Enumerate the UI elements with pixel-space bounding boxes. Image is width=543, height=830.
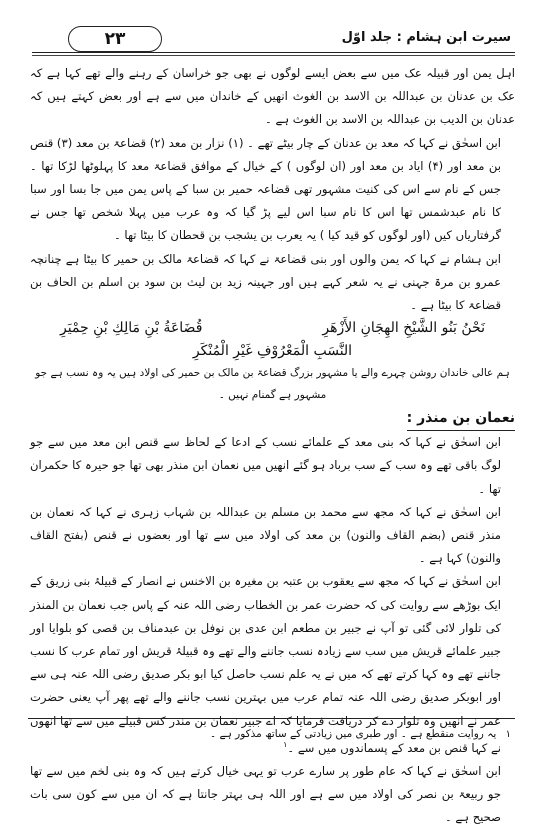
footnote xyxy=(32,724,511,745)
footnote-number: ۱ xyxy=(505,729,511,740)
main-text xyxy=(30,62,515,830)
header-rule xyxy=(32,52,515,53)
paragraph-4: ابن اسحٰق نے کہا کہ بنی معد کے علمائے نسب کے ادعا کے لحاظ سے قنص ابن معد میں سے جو لوگ باقی تھے وہ سب کے سب برباد ہو گئے انھیں میں نعمان ابن منذر بھی تھا جو حیرہ کا حکمران تھا ۔ xyxy=(30,435,501,496)
verse-translation: ہم عالی خاندان روشن چہرے والے یا مشہور بزرگ قضاعۃ بن مالک بن حمیر کی اولاد ہیں یہ وہ نسب ہے جو مشہور ہے گمنام نہیں ۔ xyxy=(35,367,510,402)
footnote-rule xyxy=(28,718,515,719)
paragraph-5-part-e: ) کہا ہے ۔ xyxy=(418,551,471,566)
paragraph-2: ابن اسحٰق نے کہا کہ معد بن عدنان کے چار بیٹے تھے ۔ (۱) نزار بن معد (۲) قضاعۃ بن معد (۳) قنص بن معد اور (۴) ایاد بن معد اور (ان لوگوں ) کے خیال کے موافق قضاعۃ معد کا پہلوٹھا لڑکا تھا ۔ جس کے نام سے اس کی کنیت مشہور تھی قضاعہ حمیر بن سبا کے پاس یمن میں جا بسا اور سبا کا نام عبدشمس تھا اس کا نام سبا اس لیے پڑ گیا کہ وہ عرب میں پہلا شخص تھا جس نے گرفتاریاں کیں (اور لوگوں کو قید کیا ) یہ یعرب بن یشجب بن قحطان کا بیٹا تھا ۔ xyxy=(30,135,501,243)
footnote-reference: ۱ xyxy=(283,739,288,749)
paragraph-3: ابن ہشام نے کہا کہ یمن والوں اور بنی قضاعۃ نے کہا کہ قضاعۃ مالک بن حمیر کا بیٹا ہے چنانچہ عمرو بن مرۃ جہنی نے یہ شعر کہے ہیں اور جہینہ زید بن لیث بن سود بن اسلم بن الحاف بن قضاعۃ کا بیٹا ہے ۔ xyxy=(30,251,501,313)
verse-hemistich-right: نَحْنُ بَنُو الشَّيْخِ الهِجَانِ الأَزْهَرِ xyxy=(322,320,485,337)
section-heading: نعمان بن منذر : xyxy=(407,406,515,431)
verse-line-2: النَّسَبِ الْمَعْرُوْفِ غَيْرِ الْمُنْكَرِ xyxy=(192,343,353,360)
paragraph-7: ابن اسحٰق نے کہا کہ عام طور پر سارے عرب تو یہی خیال کرتے ہیں کہ وہ بنی لخم میں سے تھا جو ربیعۃ بن نصر کی اولاد میں سے ہے اور اللہ ہی بہتر جانتا ہے کہ ان میں سے کون سی بات صحیح ہے ۔ xyxy=(30,763,501,825)
paragraph-5-arabic-b: بفتح القاف والنون xyxy=(30,528,501,566)
page-number-badge xyxy=(68,26,162,52)
footnote-text: یہ روایت منقطع ہے ۔ اور طبری میں زیادتی کے ساتھ مذکور ہے ۔ xyxy=(210,728,497,740)
paragraph-5-part-c: ) بن معد کی اولاد میں سے تھا اور بعضوں نے قنص ( xyxy=(83,528,351,543)
paragraph-5-arabic-a: بضم القاف والنون xyxy=(350,528,442,543)
header-rule-thin xyxy=(32,55,515,56)
running-title: سیرت ابن ہشام : جلد اوّل xyxy=(341,30,511,45)
paragraph-1: اہل یمن اور قبیلہ عک میں سے بعض ایسے لوگوں نے بھی جو خراسان کے رہنے والے تھے کہا ہے کہ عک بن عدنان بن عبداللہ بن الاسد بن الغوث انھیں کے خاندان میں سے ہے اور بعض کہتے ہیں کہ عدنان بن الدیب بن عبداللہ بن الاسد بن الغوث ہے ۔ xyxy=(30,66,515,127)
paragraph-6-text: ابن اسحٰق نے کہا کہ مجھ سے یعقوب بن عتبہ بن مغیرہ بن الاخنس نے انصار کے قبیلۂ بنی زریق کے ایک بوڑھے سے روایت کی کہ حضرت عمر بن الخطاب رضی اللہ عنہ کے پاس جب نعمان بن المنذر کی تلوار لائی گئی تو آپ نے جبیر بن مطعم ابن عدی بن نوفل بن عبدمناف بن قصی کو بلوایا اور جبیر علمائے قریش میں سب سے زیادہ نسب جاننے والے تھے وہ قبیلۂ قریش اور تمام عرب کا نسب جاننے تھے وہ کہا کرتے تھے کہ میں نے یہ علم نسب حاصل کیا ابو بکر صدیق رضی اللہ عنہ ہی سے اور ابوبکر صدیق رضی اللہ عنہ تمام عرب میں بہترین نسب جاننے والے تھے پھر آپ یعنی حضرت عمر نے انھیں وہ تلوار دے کر دریافت فرمایا کہ اے جبیر نعمان بن منذر کس قبیلے میں سے تھا انھوں نے کہا قنص بن معد کے پسماندوں میں سے ۔ xyxy=(30,574,501,755)
verse-line-1 xyxy=(30,317,515,340)
paragraph-5 xyxy=(30,501,515,571)
section-heading-wrap xyxy=(30,406,515,431)
paragraph-5-part-a: ابن اسحٰق نے کہا کہ مجھ سے محمد بن مسلم بن عبداللہ بن شہاب زہری نے کہا کہ نعمان بن منذر قنص ( xyxy=(30,504,501,543)
page-number: ۲۳ xyxy=(104,29,126,49)
verse-hemistich-left: قُضَاعَةُ بْنِ مَالِكِ بْنِ حِمْيَرِ xyxy=(60,320,203,337)
